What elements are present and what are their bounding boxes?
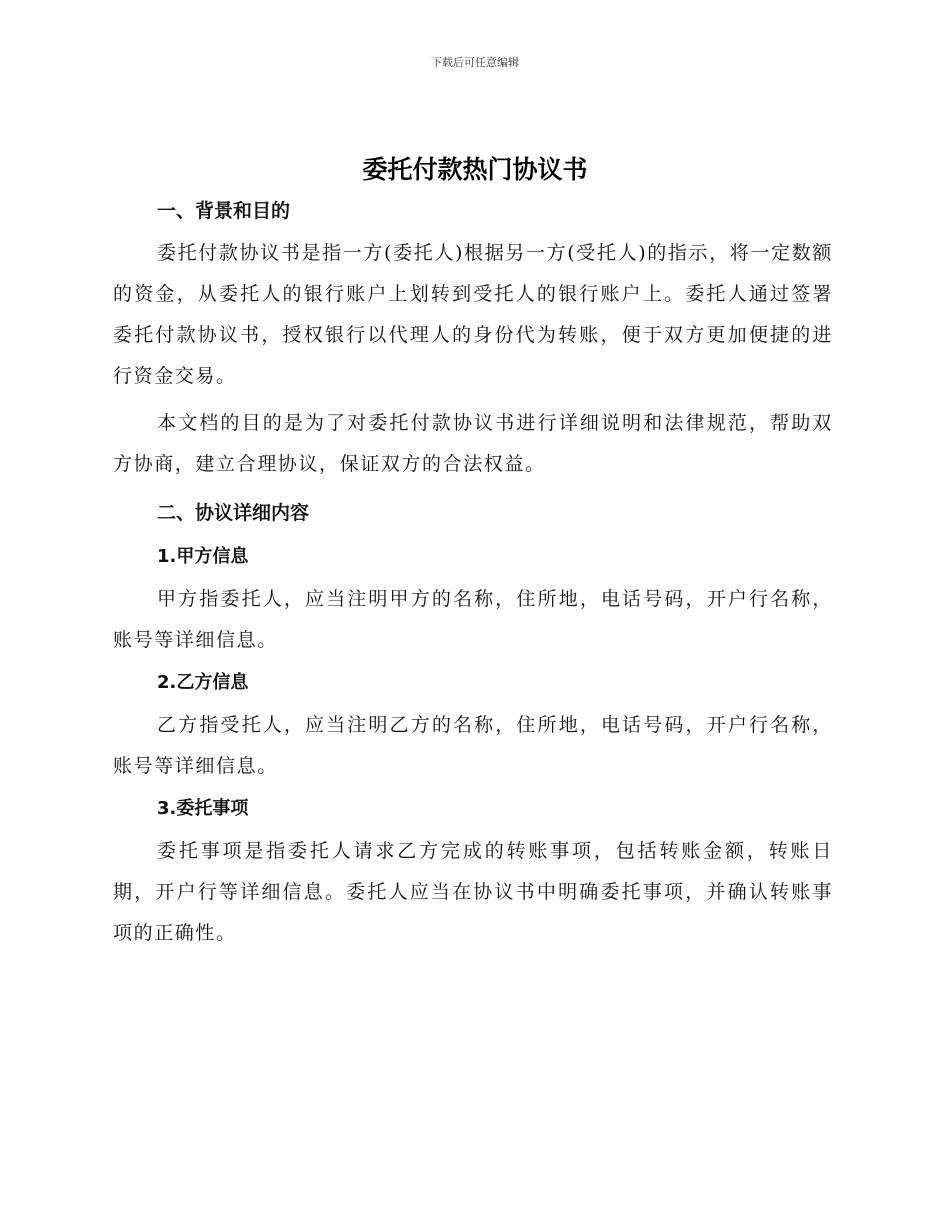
subheading-party-b: 2.乙方信息 — [157, 672, 249, 693]
page-header-note: 下载后可任意编辑 — [431, 56, 519, 69]
section-heading-background: 一、背景和目的 — [157, 200, 291, 222]
paragraph-party-a: 甲方指委托人，应当注明甲方的名称，住所地，电话号码，开户行名称，账号等详细信息。 — [113, 588, 833, 651]
paragraph-purpose: 本文档的目的是为了对委托付款协议书进行详细说明和法律规范，帮助双方协商，建立合理协议，保证双方的合法权益。 — [113, 412, 833, 475]
subheading-party-a: 1.甲方信息 — [157, 546, 249, 567]
paragraph-entrusted-matters: 委托事项是指委托人请求乙方完成的转账事项，包括转账金额，转账日期，开户行等详细信息。委托人应当在协议书中明确委托事项，并确认转账事项的正确性。 — [113, 840, 833, 944]
paragraph-background: 委托付款协议书是指一方(委托人)根据另一方(受托人)的指示，将一定数额的资金，从委托人的银行账户上划转到受托人的银行账户上。委托人通过签署委托付款协议书，授权银行以代理人的身份代为转账，便于双方更加便捷的进行资金交易。 — [113, 242, 833, 387]
document-body — [113, 195, 833, 954]
subheading-entrusted-matters: 3.委托事项 — [157, 798, 249, 819]
document-title: 委托付款热门协议书 — [362, 155, 588, 184]
paragraph-party-b: 乙方指受托人，应当注明乙方的名称，住所地，电话号码，开户行名称，账号等详细信息。 — [113, 714, 833, 777]
section-heading-details: 二、协议详细内容 — [157, 502, 310, 524]
